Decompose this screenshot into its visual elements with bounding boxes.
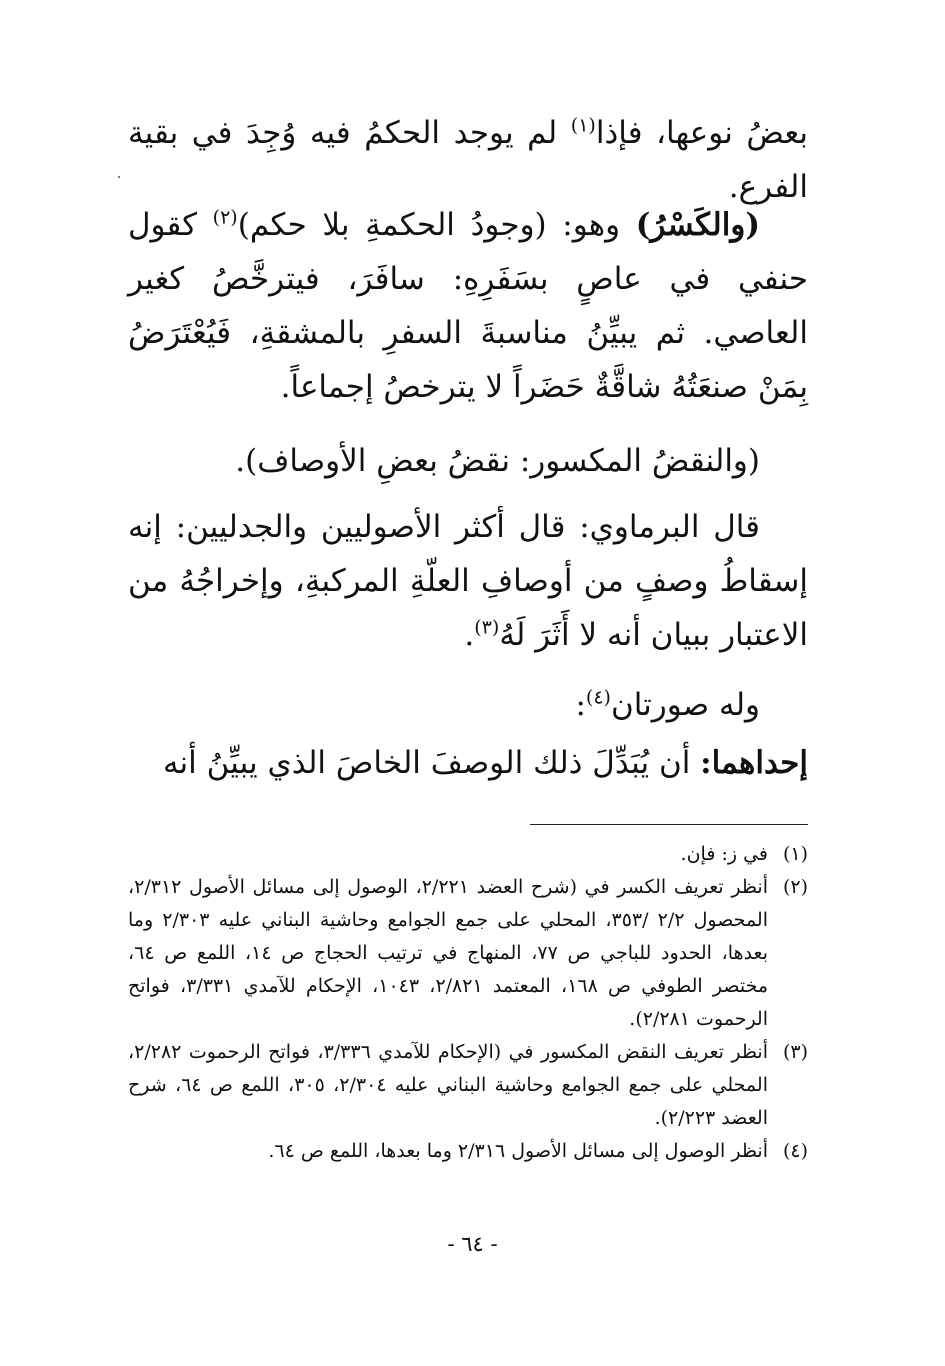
term-ihdahuma: إحداهما: <box>700 745 808 781</box>
footnote-text: أنظر تعريف الكسر في (شرح العضد ٢/٢٢١، الوصول إلى مسائل الأصول ٢/٣١٢، المحصول ٢/٢ /٣٥٣، المحلي على جمع الجوامع وحاشية البناني عليه ٢/٣٠٣ وما بعدها، الحدود للباجي ص ٧٧، المنهاج في ترتيب الحجاج ص ١٤، اللمع ص ٦٤، مختصر الطوفي ص ١٦٨، المعتمد ٢/٨٢١، ١٠٤٣، الإحكام للآمدي ٣/٣٣١، فواتح الرحموت ٢/٢٨١). <box>128 876 769 1030</box>
paragraph-5-text-b: : <box>575 687 586 723</box>
paragraph-5-text-a: وله صورتان <box>610 687 760 723</box>
footnote-separator <box>530 824 808 825</box>
page-number: - ٦٤ - <box>447 1232 498 1256</box>
paragraph-2-text-b: كقول حنفي في عاصٍ بسَفَرِهِ: سافَرَ، فيترخَّصُ كغير العاصي. ثم يبيِّنُ مناسبةَ السفرِ بالمشقةِ، فَيُعْتَرَضُ بِمَنْ صنعَتُهُ شاقَّةٌ حَضَراً لا يترخصُ إجماعاً. <box>128 207 808 405</box>
scan-speck <box>118 176 120 178</box>
footnote-1 <box>128 838 808 871</box>
footnote-text: في ز: فإن. <box>680 843 768 865</box>
footnote-2 <box>128 871 808 1036</box>
footnotes <box>128 838 808 1168</box>
paragraph-4-text-b: . <box>464 617 475 653</box>
footnote-ref-3[interactable]: (٣) <box>474 616 500 639</box>
footnote-number: (١) <box>782 843 808 865</box>
footnote-ref-2[interactable]: (٢) <box>212 206 238 229</box>
footnote-text: أنظر الوصول إلى مسائل الأصول ٢/٣١٦ وما بعدها، اللمع ص ٦٤. <box>268 1140 768 1162</box>
footnote-number: (٤) <box>782 1140 808 1162</box>
paragraph-1-text-a: بعضُ نوعها، فإذا <box>595 115 808 151</box>
paragraph-2 <box>128 198 808 414</box>
footnote-3 <box>128 1036 808 1135</box>
paragraph-5 <box>128 678 808 732</box>
term-kasr: (والكَسْرُ) <box>635 207 760 243</box>
footnote-number: (٣) <box>782 1041 808 1063</box>
paragraph-6 <box>128 736 808 790</box>
footnote-text: أنظر تعريف النقض المكسور في (الإحكام للآمدي ٣/٣٣٦، فواتح الرحموت ٢/٢٨٢، المحلي على جمع الجوامع وحاشية البناني عليه ٢/٣٠٤، ٣٠٥، اللمع ص ٦٤، شرح العضد ٢/٢٢٣). <box>128 1041 768 1129</box>
paragraph-3 <box>128 434 808 488</box>
paragraph-4 <box>128 500 808 662</box>
paragraph-1-text-b: لم يوجد الحكمُ فيه وُجِدَ في بقية الفرع. <box>128 115 808 205</box>
paragraph-3-text: (والنقضُ المكسور: نقضُ بعضِ الأوصاف). <box>235 443 760 479</box>
paragraph-4-text-a: قال البرماوي: قال أكثر الأصوليين والجدليين: إنه إسقاطُ وصفٍ من أوصافِ العلّةِ المركبةِ، وإخراجُهُ من الاعتبار ببيان أنه لا أَثَرَ لَهُ <box>128 509 808 653</box>
paragraph-2-text-a: وهو: (وجودُ الحكمةِ بلا حكم) <box>237 207 636 243</box>
footnote-ref-4[interactable]: (٤) <box>585 686 611 709</box>
paragraph-6-text: أن يُبَدِّلَ ذلك الوصفَ الخاصَ الذي يبيِّنُ أنه <box>162 745 701 781</box>
footnote-ref-1[interactable]: (١) <box>570 114 596 137</box>
footnote-4 <box>128 1135 808 1168</box>
footnote-number: (٢) <box>782 876 808 898</box>
